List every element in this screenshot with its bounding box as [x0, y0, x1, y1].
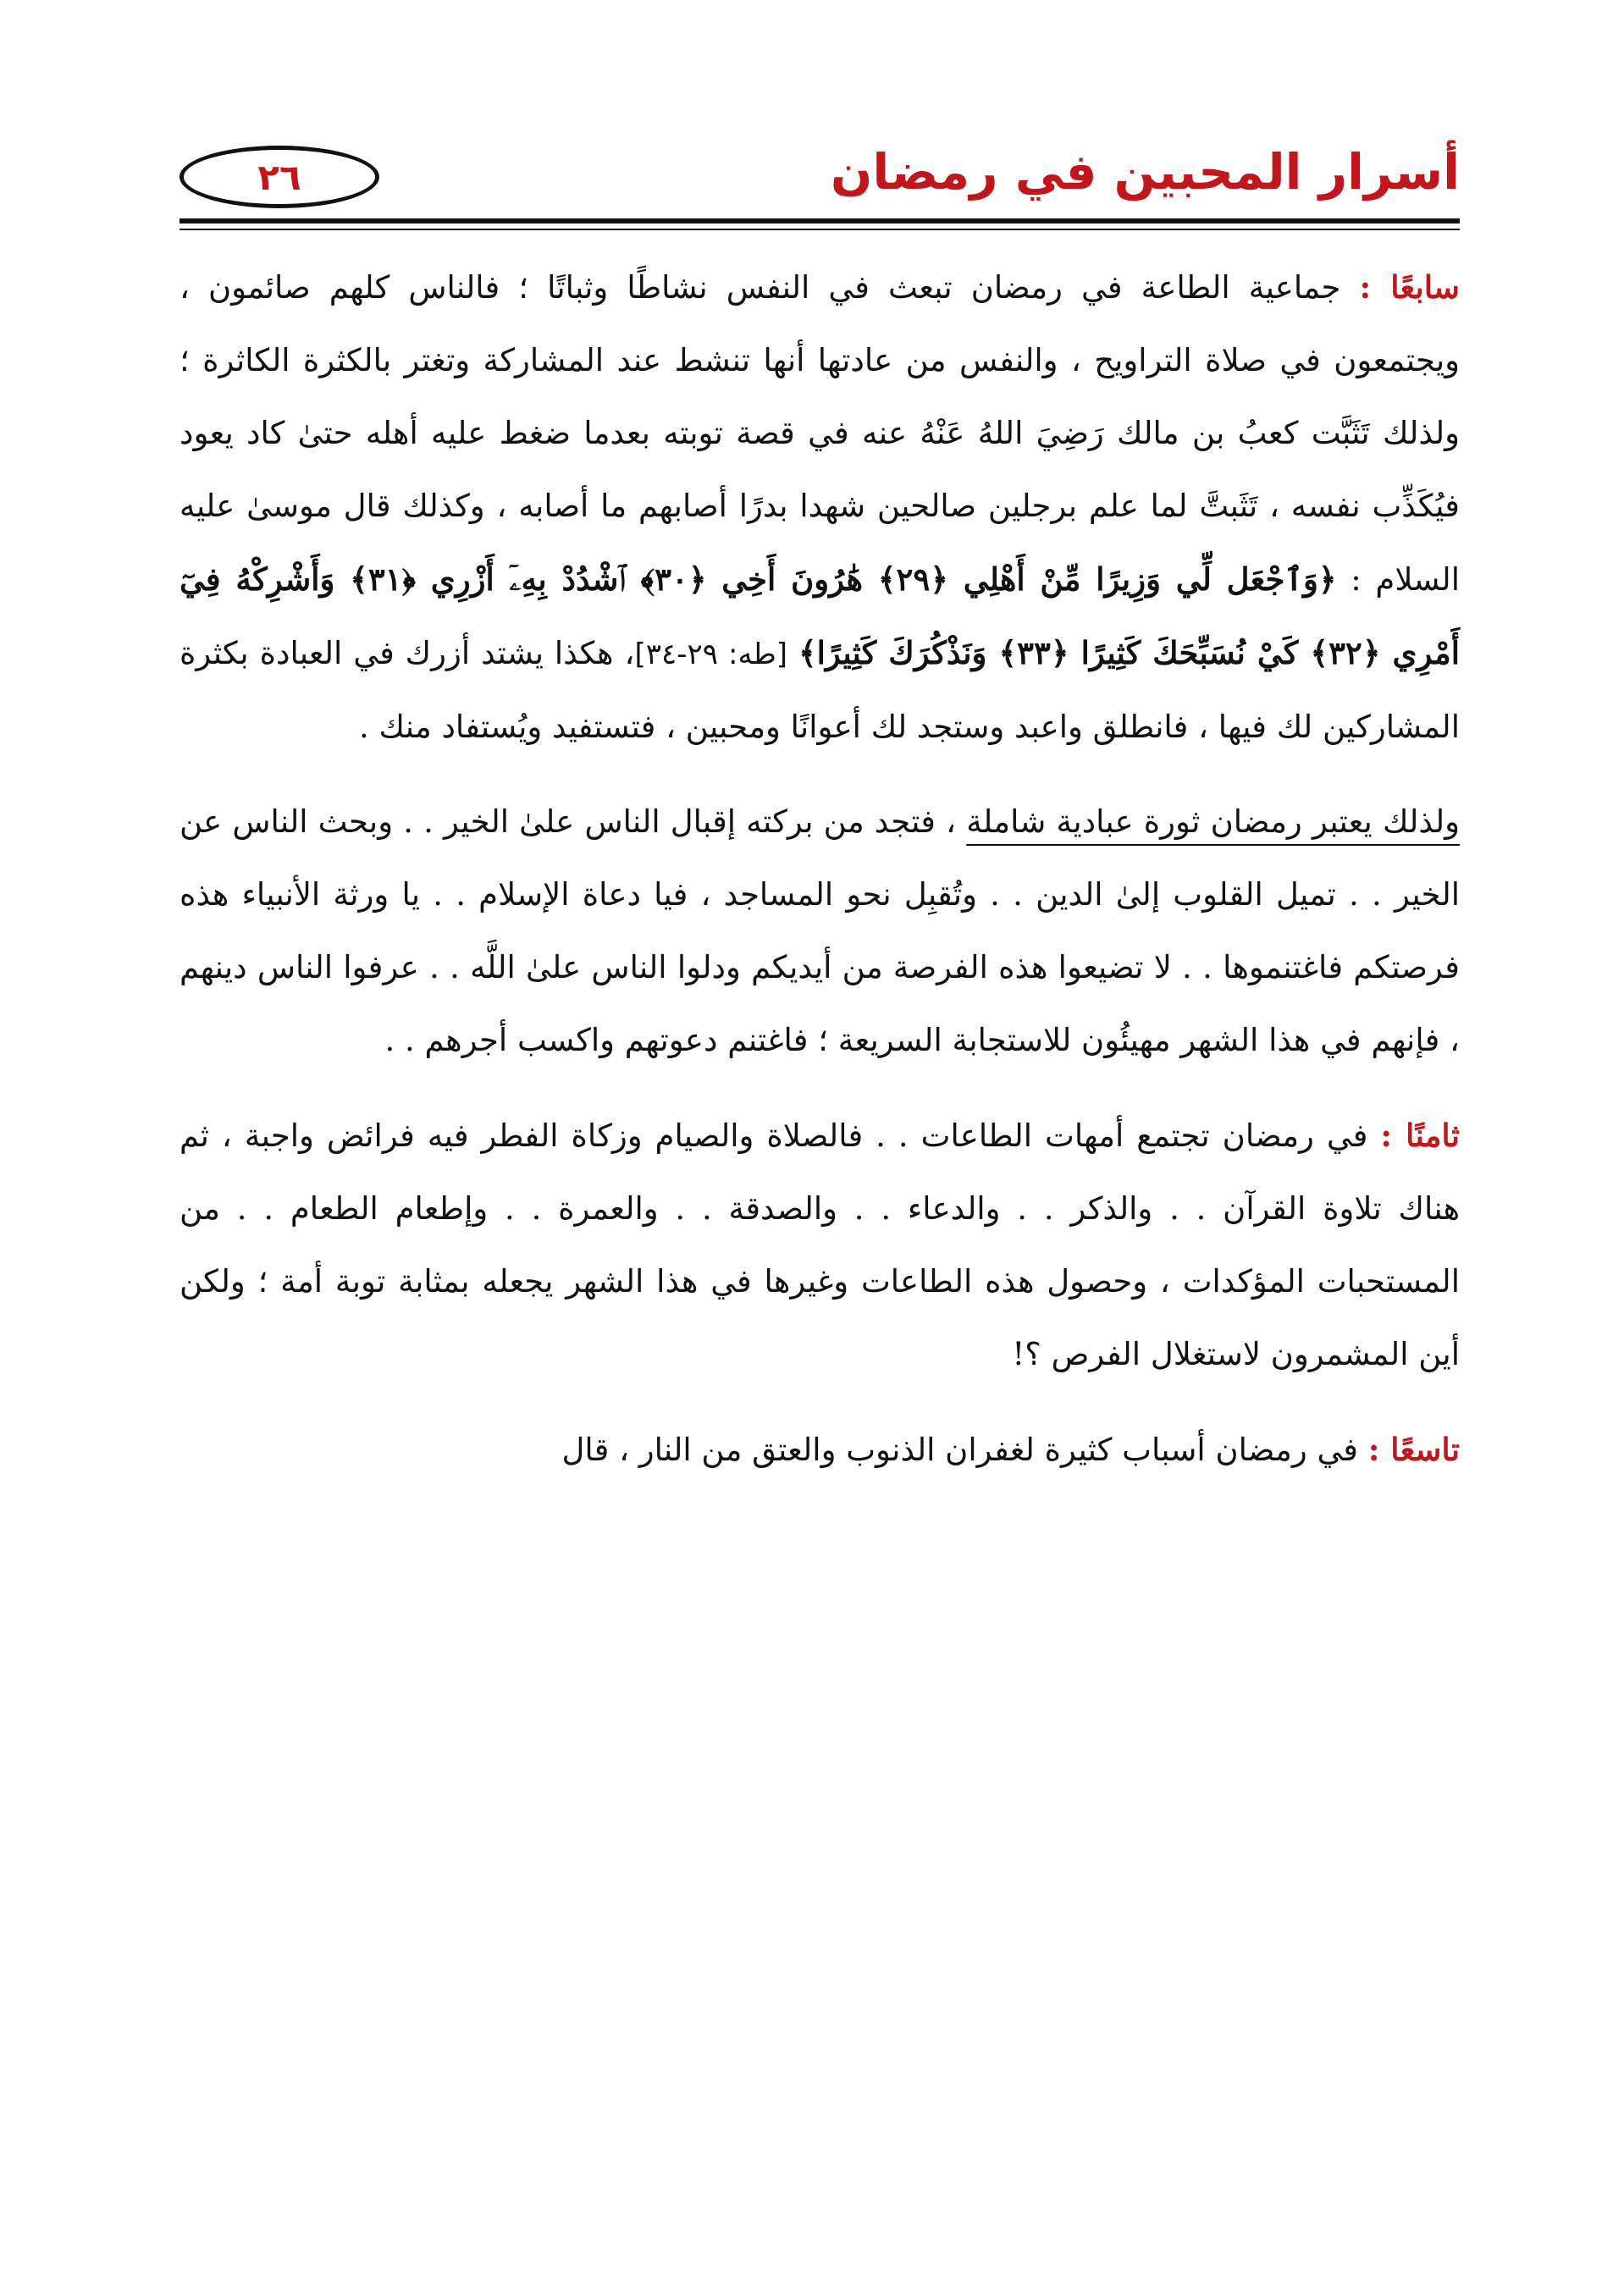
- underlined-phrase: ولذلك يعتبر رمضان ثورة عبادية شاملة: [966, 803, 1460, 840]
- paragraph-text: ، فتجد من بركته إقبال الناس علىٰ الخير . . وبحث الناس عن الخير . . تميل القلوب إلىٰ الدين . . وتُقبِل نحو المساجد ، فيا دعاة الإسلام . . يا ورثة الأنبياء هذه فرصتكم فاغتنموها . . لا تضيعوا هذه الفرصة من أيديكم ودلوا الناس علىٰ اللَّه . . عرفوا الناس دينهم ، فإنهم في هذا الشهر مهيئُون للاستجابة السريعة ؛ فاغتنم دعوتهم واكسب أجرهم . .: [180, 803, 1460, 1058]
- section-label-eighth: ثامنًا :: [1380, 1117, 1461, 1154]
- paragraph-text: في رمضان تجتمع أمهات الطاعات . . فالصلاة والصيام وزكاة الفطر فيه فرائض واجبة ، ثم هناك تلاوة القرآن . . والذكر . . والدعاء . . والصدقة . . والعمرة . . وإطعام الطعام . . من المستحبات المؤكدات ، وحصول هذه الطاعات وغيرها في هذا الشهر يجعله بمثابة توبة أمة ؛ ولكن أين المشمرون لاستغلال الفرص ؟!: [180, 1118, 1460, 1372]
- page-header: [180, 127, 1460, 220]
- section-label-seventh: سابعًا :: [1359, 268, 1460, 306]
- paragraph-text: في رمضان أسباب كثيرة لغفران الذنوب والعتق من النار ، قال: [561, 1432, 1358, 1468]
- paragraph-revolution: [180, 786, 1460, 1077]
- paragraph-eighth: [180, 1099, 1460, 1391]
- paragraph-seventh: [180, 251, 1460, 764]
- paragraph-ninth: [180, 1413, 1460, 1487]
- paragraph-text: ، هكذا يشتد أزرك في العبادة بكثرة المشاركين لك فيها ، فانطلق واعبد وستجد لك أعوانًا ومحبين ، فتستفيد ويُستفاد منك .: [180, 635, 1460, 745]
- header-rule-thick: [180, 218, 1460, 224]
- quran-verse: ﴿وَٱجْعَل لِّي وَزِيرًا مِّنْ أَهْلِي ﴿٢٩﴾ هَٰرُونَ أَخِي ﴿٣٠﴾ ٱشْدُدْ بِهِۦٓ أَزْرِي ﴿٣١﴾ وَأَشْرِكْهُ فِيٓ أَمْرِي ﴿٣٢﴾ كَيْ نُسَبِّحَكَ كَثِيرًا ﴿٣٣﴾ وَنَذْكُرَكَ كَثِيرًا﴾: [180, 560, 1461, 671]
- book-title: أسرار المحبين في رمضان: [830, 143, 1460, 201]
- section-label-ninth: تاسعًا :: [1367, 1431, 1460, 1468]
- page-body: [180, 251, 1460, 1509]
- page-number: ٢٦: [257, 156, 301, 198]
- header-rule-thin: [180, 229, 1460, 230]
- page-number-badge: [180, 146, 379, 208]
- verse-reference: [طه: ٢٩-٣٤]: [634, 637, 788, 671]
- paragraph-text: جماعية الطاعة في رمضان تبعث في النفس نشاطًا وثباتًا ؛ فالناس كلهم صائمون ، ويجتمعون في صلاة التراويح ، والنفس من عادتها أنها تنشط عند المشاركة وتغتر بالكثرة الكاثرة ؛ ولذلك تَثَبَّت كعبُ بن مالك رَضِيَ اللهُ عَنْهُ عنه في قصة توبته بعدما ضغط عليه أهله حتىٰ كاد يعود فيُكَذِّب نفسه ، تَثَبتَّ لما علم برجلين صالحين شهدا بدرًا أصابهم ما أصابه ، وكذلك قال موسىٰ عليه السلام :: [180, 269, 1460, 598]
